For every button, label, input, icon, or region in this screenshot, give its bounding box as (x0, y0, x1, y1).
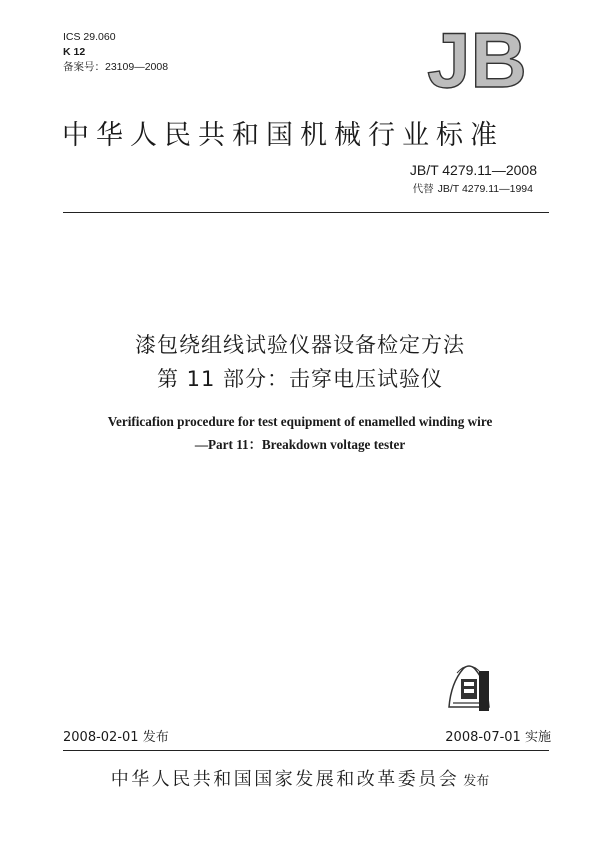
class-code: K 12 (63, 46, 86, 58)
standard-number: JB/T 4279.11—2008 (409, 162, 537, 178)
ics-code: ICS 29.060 (63, 31, 116, 43)
standard-category-title: 中华人民共和国机械行业标准 (62, 120, 504, 151)
english-title-line-1: Verificafion procedure for test equipment of enamelled winding wire (107, 414, 493, 429)
implementation-date-value: 2008-07-01 (445, 730, 521, 745)
publisher-suffix: 发布 (463, 774, 490, 789)
top-divider (63, 212, 549, 213)
chinese-title-line-2: 第 11 部分：击穿电压试验仪 (156, 367, 444, 391)
implementation-label: 实施 (524, 730, 551, 745)
implementation-date (445, 726, 551, 745)
svg-text:JB: JB (427, 26, 527, 94)
replaced-standard-number: JB/T 4279.11—1994 (437, 183, 533, 195)
publisher-line (0, 765, 600, 791)
english-title-line-2: —Part 11：Breakdown voltage tester (194, 437, 406, 452)
publisher-seal-icon (443, 655, 495, 717)
bottom-divider (63, 750, 549, 751)
jb-logo (418, 26, 536, 94)
replaces-line (413, 181, 537, 196)
issue-date-value: 2008-02-01 (63, 730, 139, 745)
replaces-label: 代替 (412, 183, 434, 195)
issue-label: 发布 (142, 730, 169, 745)
publisher-name: 中华人民共和国国家发展和改革委员会 (110, 769, 460, 790)
filing-number: 备案号：23109—2008 (63, 61, 169, 73)
classification-block (63, 30, 168, 75)
chinese-title-line-1: 漆包绕组线试验仪器设备检定方法 (135, 333, 465, 357)
issue-date (63, 726, 169, 745)
